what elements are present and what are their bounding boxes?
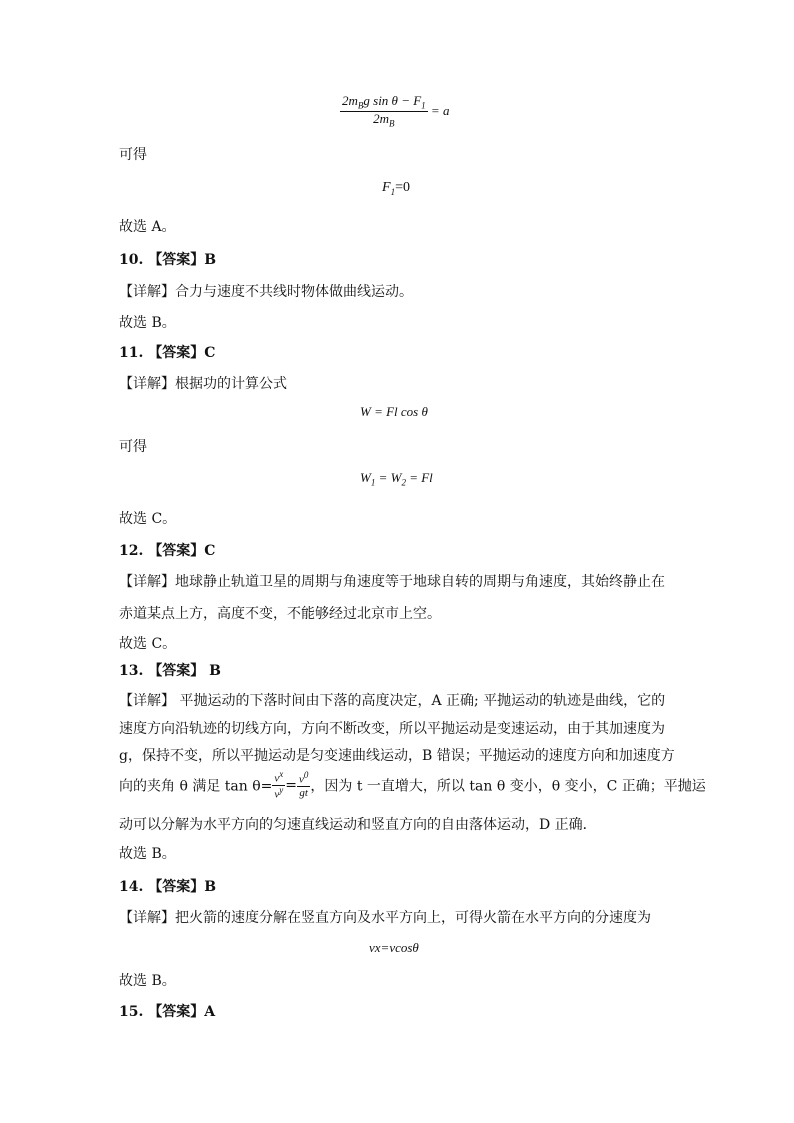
q11-detail: 【详解】根据功的计算公式 <box>119 376 287 392</box>
text-kede-2: 可得 <box>119 439 147 455</box>
w1: W <box>360 470 371 485</box>
formula-1 <box>340 94 449 130</box>
q13-line-4a: 向的夹角 θ 满足 tan θ= <box>119 778 273 795</box>
q10-choice: 故选 B。 <box>119 315 176 331</box>
q13-line-1: 【详解】 平抛运动的下落时间由下落的高度决定，A 正确; 平抛运动的轨迹是曲线，它的 <box>119 693 666 709</box>
frac2-num-v: v <box>299 773 304 786</box>
q14-formula: vx=vcosθ <box>369 940 419 955</box>
q11-w-equation <box>360 470 433 488</box>
num-sub-b: B <box>357 100 364 111</box>
q13-choice: 故选 B。 <box>119 846 176 862</box>
choice-a: 故选 A。 <box>119 219 176 235</box>
w1-sub: 1 <box>370 477 376 488</box>
frac1-num-sup: x <box>279 769 284 779</box>
q12-detail-2: 赤道某点上方，高度不变，不能够经过北京市上空。 <box>119 606 441 622</box>
q12-detail-1: 【详解】地球静止轨道卫星的周期与角速度等于地球自转的周期与角速度，其始终静止在 <box>119 574 665 590</box>
den-2m: 2m <box>373 111 390 127</box>
f1-F: F <box>382 180 391 195</box>
num-rest: g sin θ − F <box>363 93 422 108</box>
q14-detail: 【详解】把火箭的速度分解在竖直方向及水平方向上，可得火箭在水平方向的分速度为 <box>119 910 651 926</box>
frac1-den <box>272 786 285 801</box>
text-kede-1: 可得 <box>119 147 147 163</box>
f1-rhs: =0 <box>395 180 410 195</box>
q11-choice: 故选 C。 <box>119 511 177 527</box>
formula-1-fraction <box>340 94 428 130</box>
q13-frac-vx-vy <box>272 770 285 801</box>
formula-1-numerator <box>340 94 428 112</box>
q13-answer: 13. 【答案】 B <box>119 663 221 679</box>
q13-line-3: g，保持不变，所以平抛运动是匀变速曲线运动，B 错误；平抛运动的速度方向和加速度方 <box>119 748 675 764</box>
q12-answer: 12. 【答案】C <box>119 543 216 559</box>
f1-sub: 1 <box>390 186 396 197</box>
q12-choice: 故选 C。 <box>119 636 177 652</box>
q13-line-5: 动可以分解为水平方向的匀速直线运动和竖直方向的自由落体运动，D 正确． <box>119 817 597 833</box>
w-mid: = W <box>375 470 402 485</box>
q13-line-4b: ，因为 t 一直增大，所以 tan θ 变小，θ 变小，C 正确；平抛运 <box>310 778 706 795</box>
q14-answer: 14. 【答案】B <box>119 879 217 895</box>
formula-f1-zero <box>382 180 410 197</box>
frac1-den-v: v <box>274 788 280 801</box>
formula-1-rhs: = a <box>430 102 450 118</box>
q10-answer: 10. 【答案】B <box>119 252 217 268</box>
q13-line-2: 速度方向沿轨迹的切线方向，方向不断改变，所以平抛运动是变速运动，由于其加速度为 <box>119 721 665 737</box>
den-sub-b: B <box>389 119 395 130</box>
frac1-num <box>272 770 285 786</box>
num-2m: 2m <box>342 93 358 108</box>
q11-formula: W = Fl cos θ <box>360 404 428 419</box>
q14-choice: 故选 B。 <box>119 973 176 989</box>
q13-frac-v0-gt <box>297 771 310 799</box>
num-sub-1: 1 <box>421 100 426 111</box>
frac1-den-sup: y <box>279 784 284 795</box>
q13-eq: = <box>285 777 298 794</box>
frac2-num <box>297 771 310 787</box>
frac2-num-sup: 0 <box>303 770 309 781</box>
frac2-den: gt <box>299 787 308 800</box>
w-rhs: = Fl <box>405 470 433 485</box>
q13-line-4 <box>119 770 706 801</box>
w2-sub: 2 <box>401 477 406 488</box>
frac1-num-v: v <box>274 772 280 785</box>
q10-detail: 【详解】合力与速度不共线时物体做曲线运动。 <box>119 284 413 300</box>
q15-answer: 15. 【答案】A <box>119 1004 216 1020</box>
q11-answer: 11. 【答案】C <box>119 345 216 361</box>
formula-1-denominator <box>340 112 428 129</box>
